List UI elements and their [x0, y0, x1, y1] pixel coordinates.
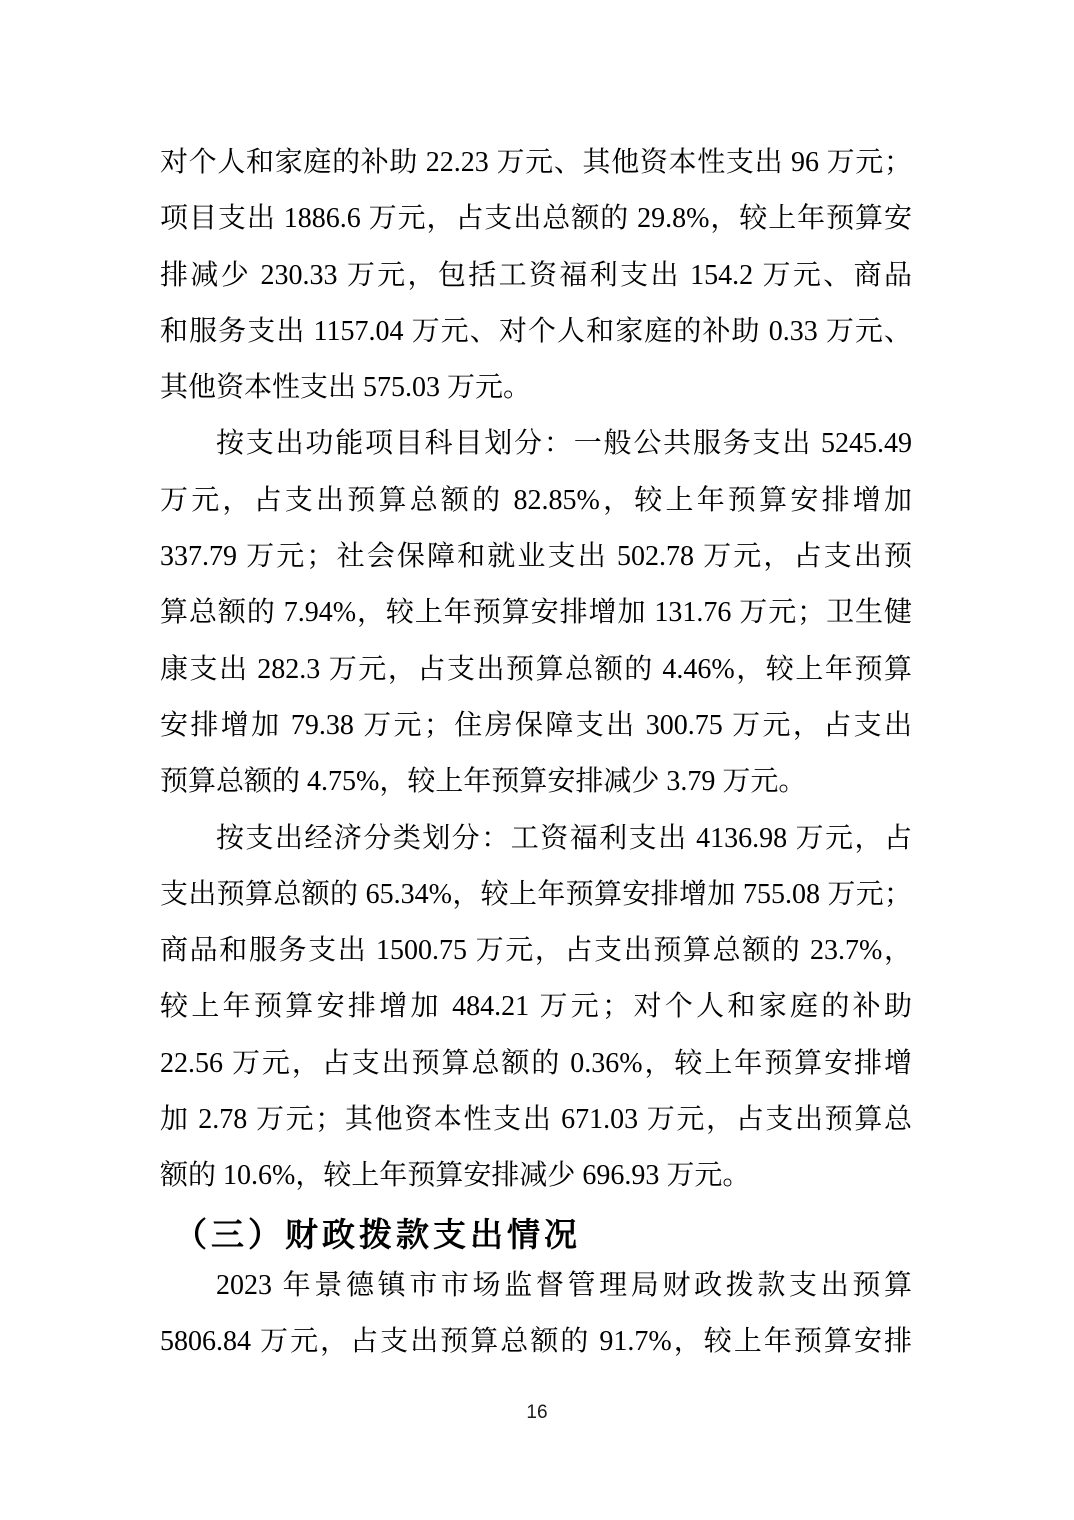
paragraph	[160, 811, 912, 1205]
text-line: 商品和服务支出 1500.75 万元，占支出预算总额的 23.7%，	[160, 935, 912, 967]
text-line: 安排增加 79.38 万元；住房保障支出 300.75 万元，占支出	[160, 709, 912, 741]
text-line: 加 2.78 万元；其他资本性支出 671.03 万元，占支出预算总	[160, 1104, 912, 1136]
text-line: 对个人和家庭的补助 22.23 万元、其他资本性支出 96 万元；	[160, 147, 912, 178]
text-line: 22.56 万元，占支出预算总额的 0.36%，较上年预算安排增	[160, 1047, 912, 1079]
paragraph	[160, 1258, 912, 1371]
text-line: 项目支出 1886.6 万元，占支出总额的 29.8%，较上年预算安	[160, 203, 912, 235]
text-line: 预算总额的 4.75%，较上年预算安排减少 3.79 万元。	[160, 766, 807, 798]
document-content	[160, 135, 912, 1370]
paragraph	[160, 135, 912, 416]
text-line: 较上年预算安排增加 484.21 万元；对个人和家庭的补助	[160, 991, 912, 1023]
page-number: 16	[526, 1402, 548, 1423]
section-heading: （三）财政拨款支出情况	[174, 1217, 581, 1254]
text-line: 万元，占支出预算总额的 82.85%，较上年预算安排增加	[160, 484, 912, 516]
text-line: 按支出功能项目科目划分：一般公共服务支出 5245.49	[216, 428, 912, 460]
text-line: 支出预算总额的 65.34%，较上年预算安排增加 755.08 万元；	[160, 878, 912, 910]
text-line: 2023 年景德镇市市场监督管理局财政拨款支出预算	[216, 1269, 912, 1301]
text-line: 337.79 万元；社会保障和就业支出 502.78 万元，占支出预	[160, 541, 912, 573]
text-line: 其他资本性支出 575.03 万元。	[160, 372, 532, 404]
text-line: 康支出 282.3 万元，占支出预算总额的 4.46%，较上年预算	[160, 653, 912, 685]
text-line: 5806.84 万元，占支出预算总额的 91.7%，较上年预算安排	[160, 1325, 912, 1357]
paragraph	[160, 416, 912, 810]
text-line: 排减少 230.33 万元，包括工资福利支出 154.2 万元、商品	[160, 259, 912, 291]
text-line: 算总额的 7.94%，较上年预算安排增加 131.76 万元；卫生健	[160, 597, 912, 629]
text-line: 和服务支出 1157.04 万元、对个人和家庭的补助 0.33 万元、	[160, 315, 912, 347]
text-line: 按支出经济分类划分：工资福利支出 4136.98 万元，占	[216, 822, 912, 854]
text-line: 额的 10.6%，较上年预算安排减少 696.93 万元。	[160, 1160, 751, 1192]
